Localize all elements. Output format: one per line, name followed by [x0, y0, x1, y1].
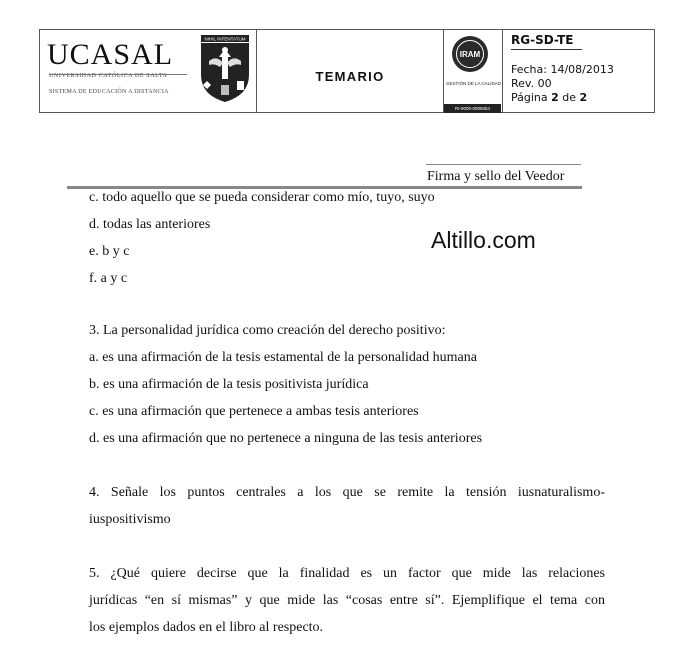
institution-logo-cell	[40, 30, 257, 112]
document-date: Fecha: 14/08/2013	[511, 63, 614, 76]
code-underline	[511, 49, 582, 50]
section-divider	[67, 186, 582, 189]
iram-logo-text: IRAM	[456, 40, 484, 68]
page-total: 2	[579, 91, 588, 104]
brand-system: SISTEMA DE EDUCACIÓN A DISTANCIA	[49, 89, 169, 95]
q3-option-c: c. es una afirmación que pertenece a ambas tesis anteriores	[89, 404, 419, 419]
q2-option-e: e. b y c	[89, 244, 130, 259]
document-code: RG-SD-TE	[511, 33, 574, 47]
signature-label: Firma y sello del Veedor	[427, 169, 565, 184]
brand-name: UCASAL	[47, 38, 174, 71]
q5-line-2: jurídicas “en sí mismas” y que mide las “cosas entre sí”. Ejemplifique el tema con	[89, 593, 605, 608]
q3-option-b: b. es una afirmación de la tesis positivista jurídica	[89, 377, 369, 392]
iram-logo-icon	[452, 36, 488, 72]
q3-option-a: a. es una afirmación de la tesis estamental de la personalidad humana	[89, 350, 477, 365]
q2-option-f: f. a y c	[89, 271, 128, 286]
brand-university: UNIVERSIDAD CATÓLICA DE SALTA	[49, 73, 168, 79]
certification-number: RI-9000-0005064	[444, 104, 501, 113]
q3-option-d: d. es una afirmación que no pertenece a ninguna de las tesis anteriores	[89, 431, 483, 446]
document-header	[39, 29, 655, 113]
q5-line-1: 5. ¿Qué quiere decirse que la finalidad es un factor que mide las relaciones	[89, 566, 605, 581]
certification-cell	[444, 30, 503, 112]
page-prefix: Página	[511, 91, 548, 104]
document-type-cell	[257, 30, 444, 112]
page-of: de	[562, 91, 577, 104]
q4-line-2: iuspositivismo	[89, 512, 171, 527]
certification-label: GESTIÓN DE LA CALIDAD	[446, 81, 502, 86]
brand-divider	[49, 74, 187, 75]
q2-option-c: c. todo aquello que se pueda considerar como mío, tuyo, suyo	[89, 190, 435, 205]
page-current: 2	[551, 91, 559, 104]
q2-option-d: d. todas las anteriores	[89, 217, 211, 232]
q5-line-3: los ejemplos dados en el libro al respecto.	[89, 620, 324, 635]
q4-line-1: 4. Señale los puntos centrales a los que se remite la tensión iusnaturalismo-	[89, 485, 605, 500]
document-revision: Rev. 00	[511, 77, 552, 90]
university-shield-icon	[200, 35, 250, 103]
signature-line	[426, 164, 581, 165]
q3-stem: 3. La personalidad jurídica como creación del derecho positivo:	[89, 323, 446, 338]
watermark: Altillo.com	[431, 227, 536, 253]
page-indicator	[511, 91, 587, 104]
shield-motto: NIHIL INTENTATUM	[204, 36, 246, 42]
document-info-cell	[503, 30, 654, 112]
document-type-title: TEMARIO	[315, 68, 385, 84]
